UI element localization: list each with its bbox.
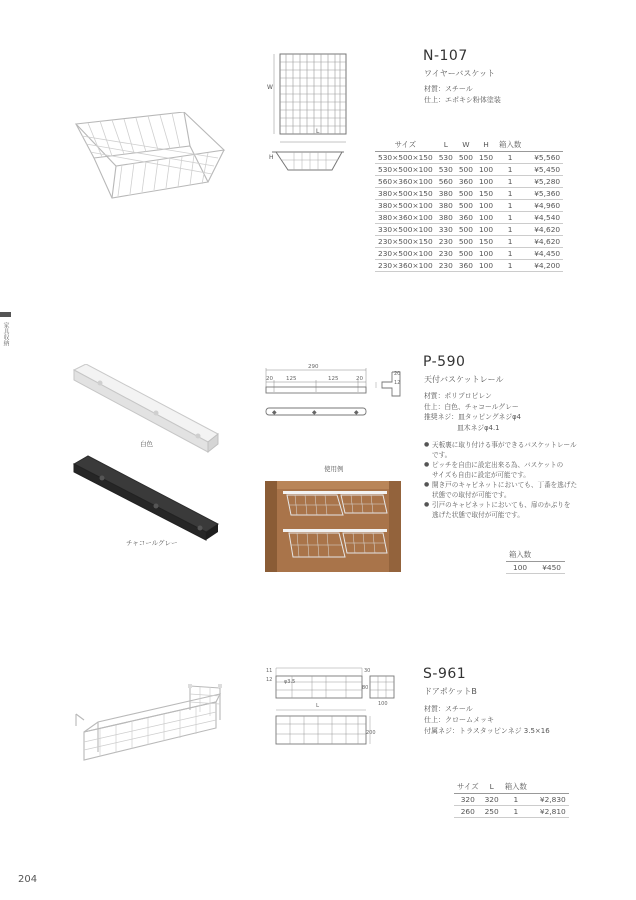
p590-dim-total: 290 bbox=[308, 364, 319, 370]
table-header bbox=[534, 548, 565, 562]
table-cell: ¥4,620 bbox=[524, 236, 563, 248]
p590-finish: 仕上：白色、チャコールグレー bbox=[424, 402, 519, 411]
table-row bbox=[375, 212, 563, 224]
p590-price-table bbox=[506, 548, 565, 574]
p590-material: 材質：ポリプロピレン bbox=[424, 392, 492, 400]
table-cell: 150 bbox=[476, 152, 496, 164]
n107-finish: 仕上：エポキシ粉体塗装 bbox=[424, 96, 501, 104]
table-header: 箱入数 bbox=[502, 780, 530, 794]
table-cell: ¥5,560 bbox=[524, 152, 563, 164]
table-cell: 100 bbox=[506, 562, 534, 574]
s961-dim-top: 11 bbox=[266, 668, 273, 674]
s961-product-name: ドアポケットB bbox=[424, 687, 477, 696]
p590-dim-c: 125 bbox=[328, 376, 339, 382]
table-cell: 500 bbox=[456, 164, 476, 176]
rail-white-caption: 白色 bbox=[140, 440, 153, 448]
table-cell: 1 bbox=[496, 188, 524, 200]
s961-dim-l: L bbox=[316, 703, 320, 709]
table-row bbox=[375, 224, 563, 236]
p590-feature-item: ● 開き戸のキャビネットにおいても、丁番を逃げた 状態での取付が可能です。 bbox=[424, 480, 624, 500]
table-cell: 530 bbox=[436, 164, 456, 176]
table-row bbox=[454, 806, 569, 818]
table-cell: ¥4,540 bbox=[524, 212, 563, 224]
table-cell: 530×500×100 bbox=[375, 164, 436, 176]
svg-text:◆: ◆ bbox=[312, 409, 317, 416]
table-header: サイズ bbox=[454, 780, 482, 794]
table-cell: 360 bbox=[456, 260, 476, 272]
table-cell: 100 bbox=[476, 212, 496, 224]
p590-rail-drawing bbox=[262, 362, 374, 424]
table-cell: 500 bbox=[456, 152, 476, 164]
table-cell: 380×360×100 bbox=[375, 212, 436, 224]
table-row bbox=[375, 164, 563, 176]
table-row bbox=[375, 200, 563, 212]
p590-screw-2: 皿木ネジφ4.1 bbox=[457, 423, 500, 432]
p590-feature-item: ● 天板裏に取り付ける事ができるバスケットレール です。 bbox=[424, 440, 624, 460]
p590-usage-photo bbox=[265, 481, 401, 572]
table-cell: 100 bbox=[476, 260, 496, 272]
table-cell: 1 bbox=[496, 260, 524, 272]
table-header bbox=[530, 780, 569, 794]
table-header: 箱入数 bbox=[496, 138, 524, 152]
s961-price-table bbox=[454, 780, 569, 818]
table-cell: 560×360×100 bbox=[375, 176, 436, 188]
s961-dim-width: 80 bbox=[362, 685, 369, 691]
s961-dim-hole: φ3.5 bbox=[284, 679, 296, 685]
table-cell: 360 bbox=[456, 176, 476, 188]
table-cell: 330 bbox=[436, 224, 456, 236]
table-row bbox=[375, 260, 563, 272]
table-cell: 1 bbox=[496, 152, 524, 164]
n107-material: 材質：スチール bbox=[424, 85, 473, 93]
s961-dim-r: 30 bbox=[364, 668, 371, 674]
p590-product-code: P-590 bbox=[423, 354, 466, 370]
table-cell: ¥2,810 bbox=[530, 806, 569, 818]
table-cell: 530×500×150 bbox=[375, 152, 436, 164]
table-cell: 260 bbox=[454, 806, 482, 818]
table-cell: 330×500×100 bbox=[375, 224, 436, 236]
table-cell: 100 bbox=[476, 224, 496, 236]
table-header bbox=[524, 138, 563, 152]
section-tab-marker bbox=[0, 312, 11, 317]
svg-text:◆: ◆ bbox=[354, 409, 359, 416]
table-cell: 250 bbox=[482, 806, 502, 818]
table-cell: ¥5,360 bbox=[524, 188, 563, 200]
table-cell: 380 bbox=[436, 188, 456, 200]
table-row bbox=[375, 236, 563, 248]
n107-spec-block bbox=[424, 84, 501, 106]
table-cell: 1 bbox=[496, 236, 524, 248]
table-cell: 500 bbox=[456, 224, 476, 236]
table-cell: 1 bbox=[496, 224, 524, 236]
table-cell: 380 bbox=[436, 212, 456, 224]
table-header: W bbox=[456, 138, 476, 152]
p590-feature-list bbox=[424, 440, 624, 520]
table-header: H bbox=[476, 138, 496, 152]
s961-dim-depth: 100 bbox=[378, 701, 388, 707]
table-cell: 1 bbox=[496, 200, 524, 212]
s961-finish: 仕上：クロームメッキ bbox=[424, 716, 494, 724]
table-cell: 360 bbox=[456, 212, 476, 224]
n107-dim-w: W bbox=[267, 84, 273, 91]
door-pocket-photo bbox=[70, 684, 222, 774]
table-cell: 560 bbox=[436, 176, 456, 188]
table-row bbox=[375, 248, 563, 260]
table-cell: 150 bbox=[476, 236, 496, 248]
table-cell: 100 bbox=[476, 164, 496, 176]
p590-product-name: 天付バスケットレール bbox=[424, 375, 504, 384]
p590-dim-a: 20 bbox=[266, 376, 273, 382]
p590-dim-d: 20 bbox=[356, 376, 363, 382]
table-cell: 1 bbox=[496, 176, 524, 188]
n107-product-name: ワイヤーバスケット bbox=[424, 69, 495, 78]
n107-dim-l: L bbox=[316, 128, 320, 135]
table-row bbox=[375, 176, 563, 188]
table-cell: 230×360×100 bbox=[375, 260, 436, 272]
table-row bbox=[506, 562, 565, 574]
n107-dim-h: H bbox=[269, 154, 274, 161]
table-cell: 500 bbox=[456, 236, 476, 248]
table-header: サイズ bbox=[375, 138, 436, 152]
table-cell: 100 bbox=[476, 248, 496, 260]
table-cell: 230×500×100 bbox=[375, 248, 436, 260]
svg-text:◆: ◆ bbox=[272, 409, 277, 416]
s961-spec-block bbox=[424, 704, 550, 737]
table-cell: ¥4,620 bbox=[524, 224, 563, 236]
table-cell: 230 bbox=[436, 260, 456, 272]
table-cell: ¥4,960 bbox=[524, 200, 563, 212]
table-cell: ¥4,200 bbox=[524, 260, 563, 272]
table-cell: ¥5,450 bbox=[524, 164, 563, 176]
table-cell: 1 bbox=[502, 806, 530, 818]
table-cell: 1 bbox=[496, 248, 524, 260]
table-cell: 230×500×150 bbox=[375, 236, 436, 248]
s961-dim-h: 200 bbox=[366, 730, 376, 736]
s961-dim-side: 12 bbox=[266, 677, 273, 683]
rail-charcoal-caption: チャコールグレー bbox=[126, 539, 178, 547]
table-cell: 230 bbox=[436, 236, 456, 248]
p590-dim-side-a: 20 bbox=[394, 371, 401, 377]
rail-charcoal-photo bbox=[72, 454, 220, 542]
table-cell: ¥450 bbox=[534, 562, 565, 574]
table-cell: 230 bbox=[436, 248, 456, 260]
table-header: L bbox=[482, 780, 502, 794]
wire-basket-photo bbox=[72, 112, 228, 204]
table-cell: 100 bbox=[476, 200, 496, 212]
table-cell: 1 bbox=[496, 164, 524, 176]
p590-feature-item: ● ピッチを自由に設定出来る為、バスケットの サイズも自由に設定が可能です。 bbox=[424, 460, 624, 480]
table-cell: 500 bbox=[456, 188, 476, 200]
table-cell: 320 bbox=[482, 794, 502, 806]
table-cell: ¥4,450 bbox=[524, 248, 563, 260]
table-cell: 1 bbox=[502, 794, 530, 806]
table-cell: ¥2,830 bbox=[530, 794, 569, 806]
table-header: 箱入数 bbox=[506, 548, 534, 562]
table-row bbox=[375, 152, 563, 164]
table-cell: 380 bbox=[436, 200, 456, 212]
table-cell: ¥5,280 bbox=[524, 176, 563, 188]
table-cell: 500 bbox=[456, 248, 476, 260]
table-cell: 500 bbox=[456, 200, 476, 212]
section-side-label: 家具収納 bbox=[2, 322, 9, 346]
table-cell: 150 bbox=[476, 188, 496, 200]
table-cell: 100 bbox=[476, 176, 496, 188]
table-row bbox=[454, 794, 569, 806]
p590-dim-side-b: 12 bbox=[394, 380, 401, 386]
page-number: 204 bbox=[18, 874, 38, 885]
n107-side-view-drawing bbox=[266, 150, 350, 174]
table-cell: 320 bbox=[454, 794, 482, 806]
p590-usage-caption: 使用例 bbox=[324, 465, 344, 473]
s961-screw: 付属ネジ：トラスタッピンネジ 3.5×16 bbox=[424, 727, 550, 735]
table-row bbox=[375, 188, 563, 200]
s961-product-code: S-961 bbox=[423, 666, 467, 682]
s961-material: 材質：スチール bbox=[424, 705, 473, 713]
table-cell: 530 bbox=[436, 152, 456, 164]
p590-feature-item: ● 引戸のキャビネットにおいても、扉のかぶりを 逃げた状態で取付が可能です。 bbox=[424, 500, 624, 520]
n107-product-code: N-107 bbox=[423, 48, 468, 64]
p590-spec-block bbox=[424, 391, 521, 433]
n107-price-table bbox=[375, 138, 563, 272]
table-header: L bbox=[436, 138, 456, 152]
table-cell: 380×500×100 bbox=[375, 200, 436, 212]
table-cell: 380×500×150 bbox=[375, 188, 436, 200]
p590-dim-b: 125 bbox=[286, 376, 297, 382]
p590-screw-1: 推奨ネジ：皿タッピングネジφ4 bbox=[424, 413, 521, 421]
table-cell: 1 bbox=[496, 212, 524, 224]
